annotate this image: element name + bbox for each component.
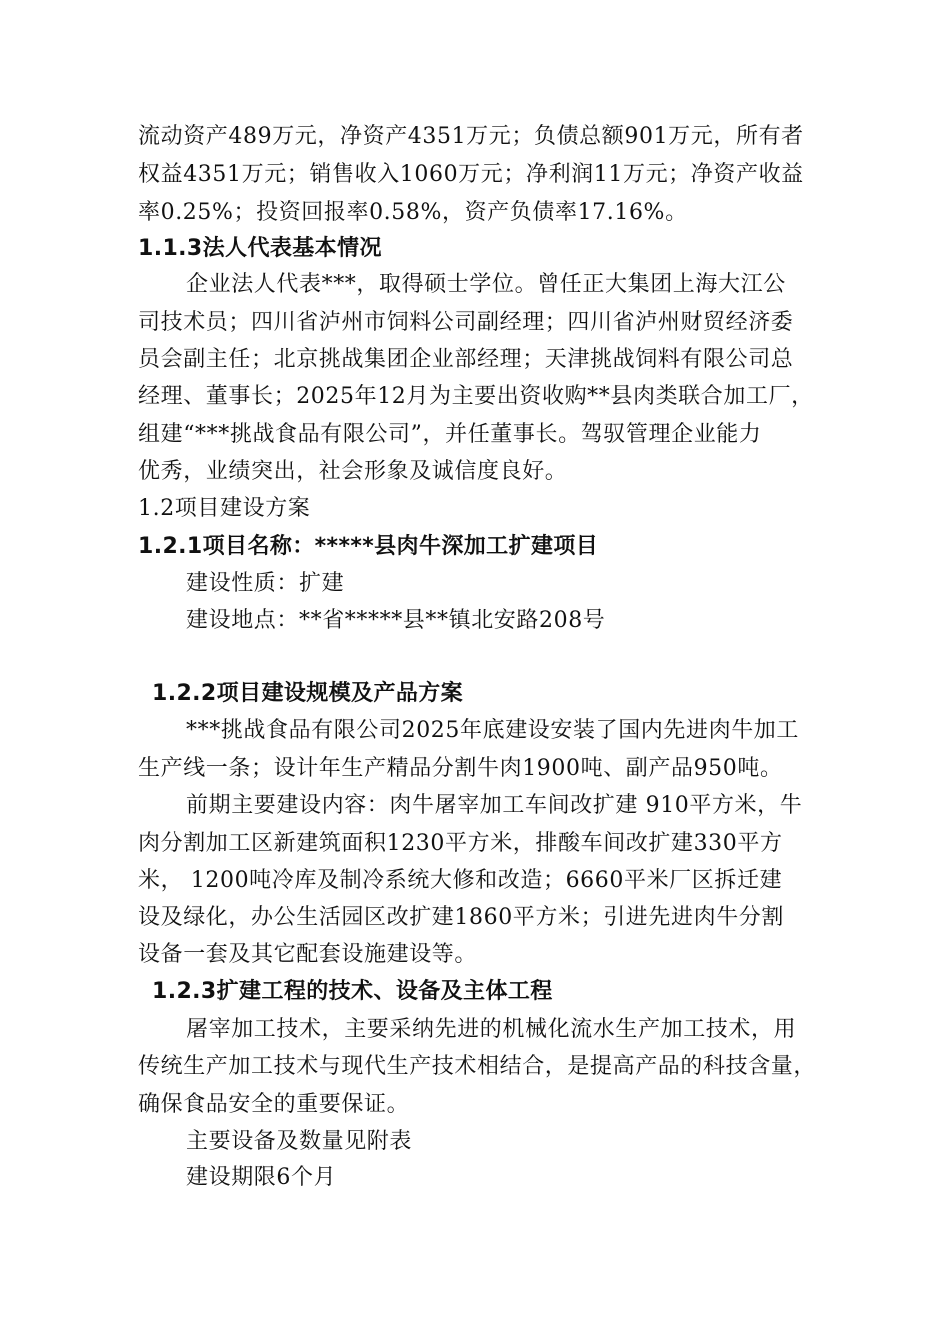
body-text-line: ***挑战食品有限公司2025年底建设安装了国内先进肉牛加工 (186, 718, 799, 743)
body-text-line: 建设期限6个月 (186, 1165, 337, 1190)
body-text-line: 员会副主任；北京挑战集团企业部经理；天津挑战饲料有限公司总 (138, 347, 794, 372)
body-text-line: 企业法人代表***，取得硕士学位。曾任正大集团上海大江公 (186, 272, 786, 297)
body-text-line: 率0.25%；投资回报率0.58%，资产负债率17.16%。 (138, 200, 688, 225)
body-text-line: 米， 1200吨冷库及制冷系统大修和改造；6660平米厂区拆迁建 (138, 868, 783, 893)
body-text-line: 组建“***挑战食品有限公司”，并任董事长。驾驭管理企业能力 (138, 422, 762, 447)
body-text-line: 主要设备及数量见附表 (186, 1129, 413, 1154)
body-text-line: 设及绿化，办公生活园区改扩建1860平方米；引进先进肉牛分割 (138, 905, 784, 930)
body-text-line: 生产线一条；设计年生产精品分割牛肉1900吨、副产品950吨。 (138, 756, 783, 781)
body-text-line: 屠宰加工技术，主要采纳先进的机械化流水生产加工技术，用 (186, 1017, 797, 1042)
body-text-line: 建设地点：**省*****县**镇北安路208号 (186, 608, 606, 633)
body-text-line: 权益4351万元；销售收入1060万元；净利润11万元；净资产收益 (138, 162, 804, 187)
section-heading: 1.1.3法人代表基本情况 (138, 236, 382, 261)
section-heading: 1.2.2项目建设规模及产品方案 (152, 681, 464, 706)
body-text-line: 建设性质：扩建 (186, 571, 345, 596)
body-text-line: 肉分割加工区新建筑面积1230平方米，排酸车间改扩建330平方 (138, 831, 783, 856)
body-text-line: 传统生产加工技术与现代生产技术相结合，是提高产品的科技含量， (138, 1054, 817, 1079)
body-text-line: 流动资产489万元，净资产4351万元；负债总额901万元，所有者 (138, 124, 804, 149)
body-text-line: 前期主要建设内容：肉牛屠宰加工车间改扩建 910平方米，牛 (186, 793, 803, 818)
body-text-line: 司技术员；四川省泸州市饲料公司副经理；四川省泸州财贸经济委 (138, 310, 794, 335)
body-text-line: 优秀，业绩突出，社会形象及诚信度良好。 (138, 459, 568, 484)
body-text-line: 确保食品安全的重要保证。 (138, 1092, 410, 1117)
section-heading: 1.2.3扩建工程的技术、设备及主体工程 (152, 979, 553, 1004)
body-text-line: 经理、董事长；2025年12月为主要出资收购**县肉类联合加工厂， (138, 384, 814, 409)
section-heading: 1.2.1项目名称：*****县肉牛深加工扩建项目 (138, 534, 599, 559)
body-text-line: 设备一套及其它配套设施建设等。 (138, 942, 478, 967)
section-heading: 1.2项目建设方案 (138, 496, 311, 521)
